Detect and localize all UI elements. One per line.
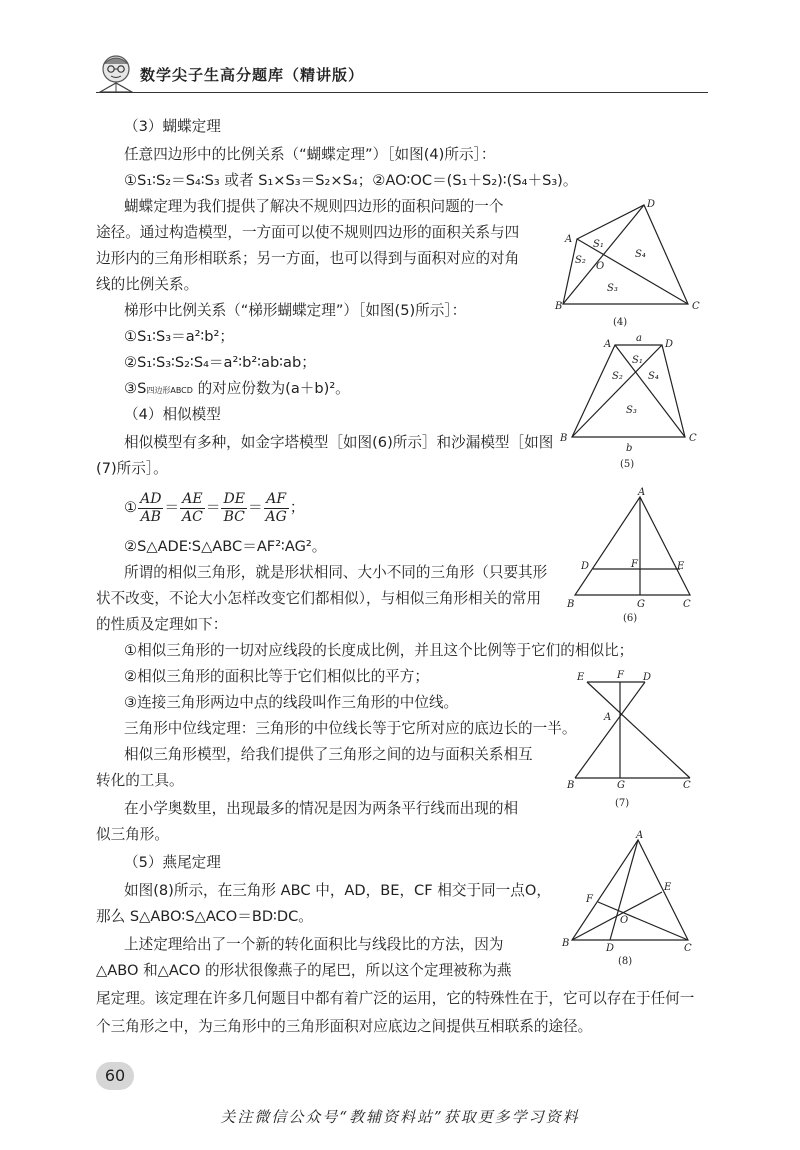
text-line: 蝴蝶定理为我们提供了解决不规则四边形的面积问题的一个 <box>124 198 504 215</box>
segment-ec <box>587 682 690 778</box>
header-title: 数学尖子生高分题库（精讲版） <box>140 66 365 84</box>
formula-line: 那么 S△ABO∶S△ACO＝BD∶DC。 <box>96 908 313 925</box>
figure-7-hourglass-model <box>565 668 695 810</box>
label-a-length: a <box>636 333 642 344</box>
denominator: AB <box>140 508 161 525</box>
semicolon: ； <box>289 499 305 516</box>
text-line: △ABO 和△ACO 的形状很像燕子的尾巴，所以这个定理被称为燕 <box>96 962 512 979</box>
formula-line: ②S₁∶S₃∶S₂∶S₄＝a²∶b²∶ab∶ab； <box>124 354 316 371</box>
label-b: B <box>562 938 570 949</box>
text-line: 三角形中位线定理：三角形的中位线长等于它所对应的底边长的一半。 <box>124 720 577 737</box>
fraction-formula <box>124 490 304 526</box>
figure-6-pyramid-model <box>565 487 695 625</box>
text-line: 转化的工具。 <box>96 772 184 789</box>
formula-line: ①S₁∶S₂＝S₄∶S₃ 或者 S₁×S₃＝S₂×S₄；②AO∶OC＝(S₁＋S₂)∶(S₄＋S₃)。 <box>124 172 578 189</box>
numerator: AD <box>140 490 162 507</box>
text-line: ②相似三角形的面积比等于它们相似比的平方； <box>124 668 429 685</box>
label-c: C <box>683 599 691 610</box>
text-line: 如图(8)所示，在三角形 ABC 中，AD，BE，CF 相交于同一点O， <box>124 882 551 899</box>
section-title-butterfly: （3）蝴蝶定理 <box>124 118 221 135</box>
figure-caption: (7) <box>615 798 630 809</box>
equals-sign: ＝ <box>247 499 263 516</box>
label-o: O <box>620 915 629 926</box>
label-s3: S₃ <box>607 283 618 294</box>
denominator: BC <box>223 508 245 525</box>
label-s3: S₃ <box>626 405 637 416</box>
text-line: ③连接三角形两边中点的线段叫作三角形的中位线。 <box>124 694 459 711</box>
header-divider <box>96 92 708 93</box>
figure-8-swallowtail-model <box>560 830 696 970</box>
label-g: G <box>617 780 625 791</box>
text-line: 尾定理。该定理在许多几何题目中都有着广泛的运用，它的特殊性在于，它可以存在于任何一 <box>96 990 695 1007</box>
label-s2: S₂ <box>612 371 623 382</box>
label-o: O <box>596 261 605 272</box>
page-number: 60 <box>96 1062 134 1090</box>
label-f: F <box>631 559 638 570</box>
formula-line <box>124 379 350 401</box>
label-e: E <box>577 672 585 683</box>
text-line: 状不改变，不论大小怎样改变它们都相似），与相似三角形相关的常用 <box>96 590 542 607</box>
formula-part: ③S <box>124 380 147 397</box>
label-s4: S₄ <box>648 371 659 382</box>
label-e: E <box>664 882 672 893</box>
label-d: D <box>606 943 615 954</box>
figure-caption: (5) <box>620 459 635 470</box>
text-line: ①相似三角形的一切对应线段的长度成比例，并且这个比例等于它们的相似比； <box>124 642 634 659</box>
label-a: A <box>604 339 612 350</box>
trapezoid-abcd <box>572 345 685 437</box>
mascot-logo <box>96 52 136 94</box>
text-line: 个三角形之中，为三角形中的三角形面积对应底边之间提供互相联系的途径。 <box>96 1018 593 1035</box>
text-line: 线的比例关系。 <box>96 276 199 293</box>
numerator: DE <box>223 490 245 507</box>
text-line: 所谓的相似三角形，就是形状相同、大小不同的三角形（只要其形 <box>124 564 548 581</box>
figure-caption: (4) <box>613 317 628 328</box>
fraction-de-bc <box>221 491 246 526</box>
label-a: A <box>565 234 573 245</box>
fraction-ad-ab <box>138 491 163 526</box>
numerator: AF <box>264 491 289 509</box>
label-c: C <box>684 943 692 954</box>
figure-caption: (6) <box>623 613 638 624</box>
label-c: C <box>689 433 697 444</box>
text-line: 途径。通过构造模型，一方面可以使不规则四边形的面积关系与四 <box>96 224 520 241</box>
label-s2: S₂ <box>575 255 586 266</box>
label-s1: S₁ <box>593 239 604 250</box>
footer-note: 关注微信公众号“教辅资料站”获取更多学习资料 <box>220 1108 580 1126</box>
label-s1: S₁ <box>632 355 643 366</box>
section-title-swallowtail: （5）燕尾定理 <box>124 854 221 871</box>
text-line: (7)所示］。 <box>96 460 168 477</box>
label-b: B <box>567 599 575 610</box>
formula-line: ①S₁∶S₃＝a²∶b²； <box>124 328 235 345</box>
label-c: C <box>692 301 700 312</box>
label-b: B <box>555 301 563 312</box>
label-f: F <box>617 670 624 681</box>
segment-db <box>575 682 645 778</box>
text-line: 边形内的三角形相联系；另一方面，也可以得到与面积对应的对角 <box>96 250 520 267</box>
denominator: AC <box>182 508 203 525</box>
label-d: D <box>665 339 674 350</box>
label-e: E <box>677 561 685 572</box>
denominator: AG <box>265 508 287 525</box>
label-g: G <box>637 599 645 610</box>
label-s4: S₄ <box>635 249 646 260</box>
text-line: 似三角形。 <box>96 826 169 843</box>
figure-5-trapezoid-butterfly <box>560 333 700 473</box>
label-c: C <box>683 780 691 791</box>
equals-sign: ＝ <box>164 499 180 516</box>
label-f: F <box>586 894 593 905</box>
label-b: B <box>560 433 568 444</box>
label-a: A <box>636 830 644 841</box>
label-d: D <box>647 199 656 210</box>
fraction-af-ag <box>264 491 289 526</box>
label-a: A <box>638 487 646 498</box>
label-b-length: b <box>626 443 633 454</box>
figure-4-butterfly-quadrilateral <box>555 195 705 327</box>
label-a: A <box>604 712 612 723</box>
triangle-abc <box>575 497 690 595</box>
text-line: 在小学奥数里，出现最多的情况是因为两条平行线而出现的相 <box>124 800 519 817</box>
text-line: 相似三角形模型，给我们提供了三角形之间的边与面积关系相互 <box>124 746 533 763</box>
diagonal-bd <box>572 345 662 437</box>
label-d: D <box>581 561 590 572</box>
formula-line: ②S△ADE∶S△ABC＝AF²∶AG²。 <box>124 538 327 555</box>
text-line: 任意四边形中的比例关系（“蝴蝶定理”）［如图(4)所示］： <box>124 146 496 163</box>
text-line: 的性质及定理如下： <box>96 616 228 633</box>
figure-caption: (8) <box>618 956 633 967</box>
fraction-ae-ac <box>180 491 205 526</box>
diagonal-ac <box>615 345 685 437</box>
text-line: 梯形中比例关系（“梯形蝴蝶定理”）［如图(5)所示］： <box>124 302 467 319</box>
formula-marker: ① <box>124 499 138 516</box>
equals-sign: ＝ <box>205 499 221 516</box>
text-line: 相似模型有多种，如金字塔模型［如图(6)所示］和沙漏模型［如图 <box>124 434 554 451</box>
text-line: 上述定理给出了一个新的转化面积比与线段比的方法，因为 <box>124 936 504 953</box>
label-b: B <box>567 780 575 791</box>
formula-part: 的对应份数为(a＋b)²。 <box>192 380 350 397</box>
label-d: D <box>643 672 652 683</box>
formula-subscript: 四边形ABCD <box>146 386 193 395</box>
numerator: AE <box>180 491 205 509</box>
section-title-similarity: （4）相似模型 <box>124 406 221 423</box>
